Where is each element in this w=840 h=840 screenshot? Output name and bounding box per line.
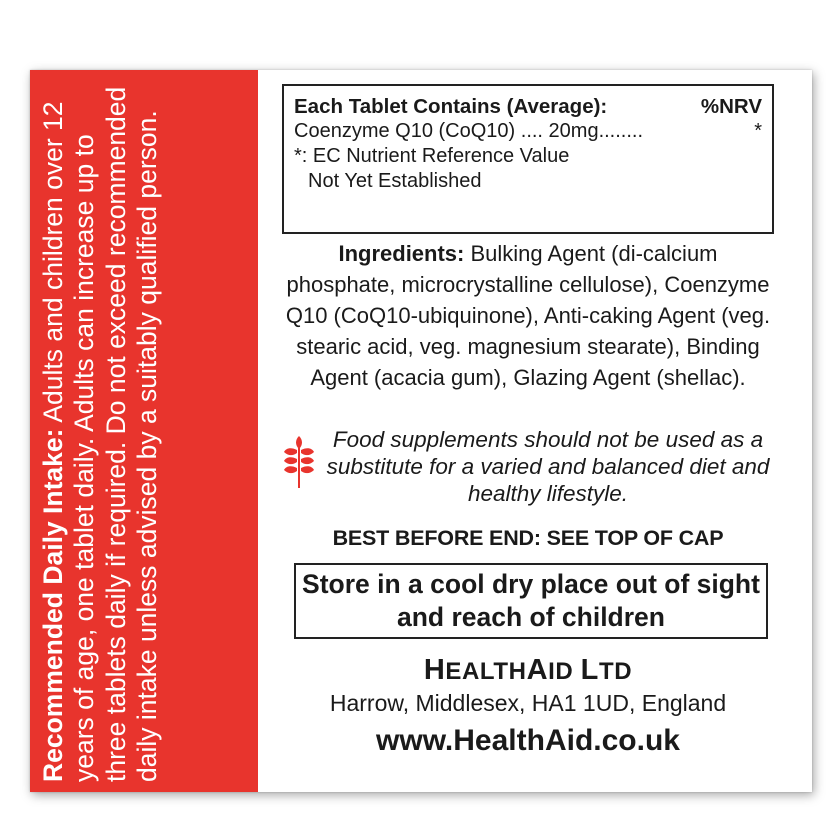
company-website: www.HealthAid.co.uk: [376, 724, 680, 757]
nutrition-row-value: *: [754, 120, 762, 142]
nutrition-header-left: Each Tablet Contains (Average):: [294, 95, 608, 118]
ingredients-text: Bulking Agent (di-calcium phosphate, microcrystalline cellulose), Coenzyme Q10 (CoQ10-ubiquinone), Anti-caking Agent (veg. stearic acid, veg. magnesium stearate), Binding Agent (acacia gum), Glazing Agent (shellac).: [285, 241, 771, 390]
daily-intake-panel: [30, 70, 258, 792]
company-name-rest: EALTH: [445, 658, 527, 685]
company-address: Harrow, Middlesex, HA1 1UD, England: [329, 690, 727, 716]
company-name-a: A: [526, 654, 549, 686]
best-before: BEST BEFORE END: SEE TOP OF CAP: [332, 526, 724, 550]
nutrition-header: [294, 94, 762, 119]
daily-intake-body: Adults and children over 12 years of age, one tablet daily. Adults can increase up to three tablets daily if required. Do not exceed recommended daily intake unless advised by a suitably qualified person.: [38, 86, 163, 782]
company-name-id: ID: [548, 658, 574, 685]
nutrition-box: [282, 84, 774, 234]
product-label: [30, 70, 812, 792]
storage-text: Store in a cool dry place out of sight and reach of children: [302, 569, 760, 632]
nutrition-header-right: %NRV: [700, 95, 762, 118]
daily-intake-heading: Recommended Daily Intake:: [38, 428, 68, 782]
wheat-icon: [282, 426, 322, 495]
nutrition-footnote-1: *: EC Nutrient Reference Value: [294, 145, 570, 167]
company-name-td: TD: [598, 658, 633, 685]
supplement-notice-text: Food supplements should not be used as a substitute for a varied and balanced diet and healthy lifestyle.: [326, 427, 770, 506]
nutrition-row-name: Coenzyme Q10 (CoQ10) .... 20mg........: [294, 120, 644, 142]
nutrition-row: [294, 119, 762, 144]
supplement-notice: [282, 426, 774, 507]
ingredients-heading: Ingredients:: [338, 241, 465, 266]
daily-intake-text: [32, 70, 258, 782]
company-name-l: L: [580, 654, 599, 686]
label-content: [282, 70, 802, 792]
company-name-h: H: [423, 654, 446, 686]
nutrition-footnote-2: Not Yet Established: [308, 170, 482, 192]
storage-box: [294, 563, 768, 639]
ingredients-block: [282, 238, 774, 393]
company-name: [282, 654, 774, 687]
